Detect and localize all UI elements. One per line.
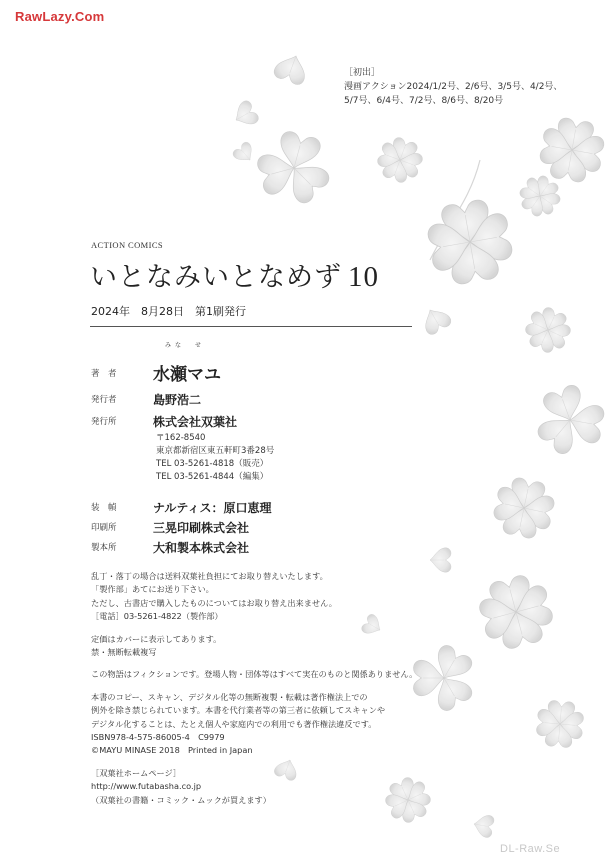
divider [90,326,412,327]
notice-line: 「製作部」あてにお送り下さい。 [91,584,214,595]
street-address: 東京都新宿区東五軒町3番28号 [156,446,275,456]
publication-date: 2024年 8月28日 第1刷発行 [91,305,246,318]
notice-line: 本書のコピー、スキャン、デジタル化等の無断複製・転載は著作権法上での [91,691,368,702]
book-title-main: いとなみいとなめず [90,262,342,293]
notices-block [91,570,417,807]
printer-name: 三晃印刷株式会社 [153,521,250,535]
first-publication-block [344,66,562,108]
notice-line: デジタル化することは、たとえ個人や家庭内での利用でも著作権法違反です。 [91,718,377,729]
credit-label: 装 幀 [91,503,117,513]
credit-label: 印刷所 [91,523,117,533]
book-title [90,255,379,294]
watermark-bottom: DL-Raw.Se [500,843,561,855]
first-publication-line: 5/7号、6/4号、7/2号、8/6号、8/20号 [344,96,504,106]
phone-sales: TEL 03-5261-4818（販売） [156,459,269,469]
homepage-heading: ［双葉社ホームページ］ [91,767,181,778]
volume-number: 10 [348,261,379,293]
phone-editorial: TEL 03-5261-4844（編集） [156,472,269,482]
author-name: 水瀬マユ [153,365,221,385]
first-publication-line: 漫画アクション2024/1/2号、2/6号、3/5号、4/2号、 [344,82,563,92]
copyright-line: ©MAYU MINASE 2018 Printed in Japan [91,745,253,756]
credit-label: 発行所 [91,417,117,427]
notice-line: ただし、古書店で購入したものについてはお取り替え出来ません。 [91,597,337,608]
notice-line: 乱丁・落丁の場合は送料双葉社負担にてお取り替えいたします。 [91,571,328,581]
publishing-house-name: 株式会社双葉社 [153,415,238,429]
notice-line: 禁・無断転載複写 [91,647,157,658]
binder-name: 大和製本株式会社 [153,541,250,555]
homepage-url: http://www.futabasha.co.jp [91,781,202,792]
notice-line: 例外を除き禁じられています。本書を代行業者等の第三者に依頼してスキャンや [91,705,386,716]
notice-line: 定価はカバーに表示してあります。 [91,633,222,644]
notice-line: この物語はフィクションです。登場人物・団体等はすべて実在のものと関係ありません。 [91,669,418,680]
publisher-address [156,432,274,484]
postal-code: 〒162-8540 [156,433,206,443]
first-publication-heading: ［初出］ [344,68,381,78]
credit-label: 著 者 [91,369,117,379]
homepage-note: （双葉社の書籍・コミック・ムックが買えます） [91,794,271,805]
watermark-top: RawLazy.Com [15,9,105,24]
series-label: ACTION COMICS [91,240,164,250]
publisher-name: 島野浩二 [153,393,202,407]
credit-label: 製本所 [91,543,117,553]
isbn: ISBN978-4-575-86005-4 C9979 [91,732,225,743]
notice-line: ［電話］03-5261-4822（製作部） [91,611,223,622]
designer-name: ナルティス：原口恵理 [153,501,272,515]
credit-label: 発行者 [91,395,117,405]
author-ruby: みな せ [165,342,206,349]
